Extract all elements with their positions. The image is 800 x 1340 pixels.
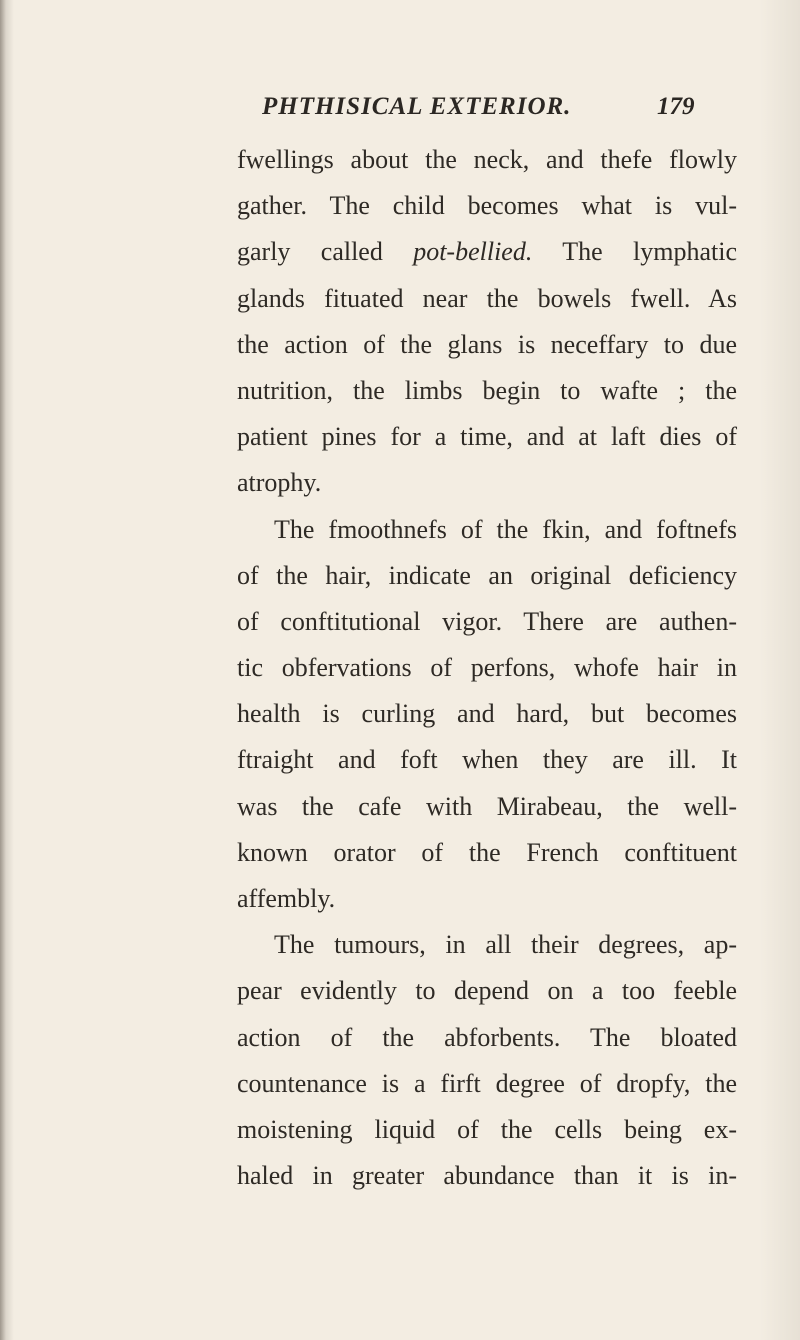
text-line: atrophy. [237,468,322,498]
text-line: affembly. [237,884,336,913]
text-line: The tumours, in all their degrees, ap- [274,930,737,960]
text-line: of the hair, indicate an original deficiency [237,560,737,590]
text-line-segment: The lymphatic [532,237,737,267]
text-line: gather. The child becomes what is vul- [237,191,737,221]
body-text [237,137,737,1199]
text-line-segment: garly called [237,237,414,267]
text-line: patient pines for a time, and at laft dies of [237,422,737,452]
text-line: glands fituated near the bowels fwell. As [237,283,737,313]
text-line: was the cafe with Mirabeau, the well- [237,791,737,821]
page-header [0,93,800,133]
page-number: 179 [657,93,695,120]
text-line: pear evidently to depend on a too feeble [237,976,737,1006]
text-line: tic obfervations of perfons, whofe hair in [237,653,737,683]
text-line: fwellings about the neck, and thefe flowly [237,145,737,174]
text-line: haled in greater abundance than it is in- [237,1161,737,1191]
text-line: countenance is a firft degree of dropfy, the [237,1068,737,1098]
text-line: nutrition, the limbs begin to wafte ; the [237,375,737,405]
running-head: PHTHISICAL EXTERIOR. [262,93,572,120]
text-line: action of the abforbents. The bloated [237,1022,737,1052]
italic-term: pot-bellied. [413,237,533,267]
text-line: health is curling and hard, but becomes [237,699,737,729]
text-line: known orator of the French conftituent [237,837,737,867]
text-line: of conftitutional vigor. There are authen- [237,606,737,636]
text-line: the action of the glans is neceffary to due [237,329,737,359]
text-line [237,229,737,275]
text-line: ftraight and foft when they are ill. It [237,745,737,775]
text-line: The fmoothnefs of the fkin, and foftnefs [274,514,737,544]
text-line: moistening liquid of the cells being ex- [237,1114,737,1144]
